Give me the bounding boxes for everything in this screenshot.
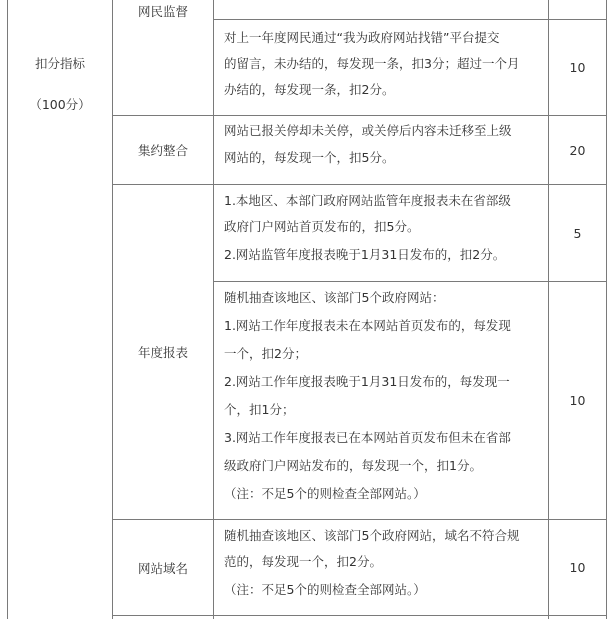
score-value: 20 <box>569 142 586 158</box>
description-line: 3.网站工作年度报表已在本网站首页发布但未在省部 <box>224 430 511 445</box>
score-value: 10 <box>569 560 586 575</box>
description-cell <box>214 116 548 184</box>
description-cell <box>214 185 548 281</box>
item-cell <box>113 520 213 615</box>
description-line: 范的，每发现一个，扣2分。 <box>224 554 382 569</box>
description-line: 1.本地区、本部门政府网站监管年度报表未在省部级 <box>224 193 511 208</box>
description-line: 2.网站监管年度报表晚于1月31日发布的，扣2分。 <box>224 247 506 262</box>
score-value: 10 <box>569 60 586 75</box>
description-line: （注：不足5个的则检查全部网站。） <box>224 582 426 597</box>
score-value: 10 <box>569 393 586 408</box>
description-line: 一个，扣2分； <box>224 346 307 361</box>
description-line: 个，扣1分； <box>224 402 295 417</box>
score-cell <box>549 185 606 281</box>
table-border-right <box>606 0 607 619</box>
category-title: 扣分指标 <box>34 56 85 71</box>
score-cell <box>549 116 606 184</box>
description-line: 2.网站工作年度报表晚于1月31日发布的，每发现一 <box>224 374 510 389</box>
row-divider <box>112 615 607 616</box>
description-line: 办结的，每发现一条，扣2分。 <box>224 82 395 97</box>
description-cell <box>214 520 548 615</box>
category-cell <box>8 0 112 619</box>
description-cell <box>214 282 548 519</box>
category-points: （100分） <box>29 97 91 112</box>
description-line: 随机抽查该地区、该部门5个政府网站，域名不符合规 <box>224 528 520 543</box>
description-line: 1.网站工作年度报表未在本网站首页发布的，每发现 <box>224 318 511 333</box>
item-label: 网站域名 <box>137 560 188 576</box>
score-cell <box>549 282 606 519</box>
score-cell <box>549 520 606 615</box>
item-cell <box>113 116 213 184</box>
description-line: 政府门户网站首页发布的，扣5分。 <box>224 219 420 234</box>
description-line: 随机抽查该地区、该部门5个政府网站： <box>224 290 445 305</box>
item-cell <box>113 0 213 22</box>
score-cell <box>549 20 606 115</box>
description-line: 对上一年度网民通过“我为政府网站找错”平台提交 <box>224 30 500 45</box>
description-line: 网站的，每发现一个，扣5分。 <box>224 150 395 165</box>
score-value: 5 <box>573 225 582 241</box>
description-cell <box>214 20 548 115</box>
description-line: （注：不足5个的则检查全部网站。） <box>224 486 426 501</box>
item-label: 集约整合 <box>137 143 188 158</box>
item-label: 网民监督 <box>137 4 188 19</box>
item-cell <box>113 185 213 519</box>
description-line: 网站已报关停却未关停，或关停后内容未迁移至上级 <box>224 123 512 138</box>
description-line: 的留言，未办结的，每发现一条，扣3分；超过一个月 <box>224 56 520 71</box>
item-label: 年度报表 <box>137 345 188 360</box>
description-line: 级政府门户网站发布的，每发现一个，扣1分。 <box>224 458 482 473</box>
